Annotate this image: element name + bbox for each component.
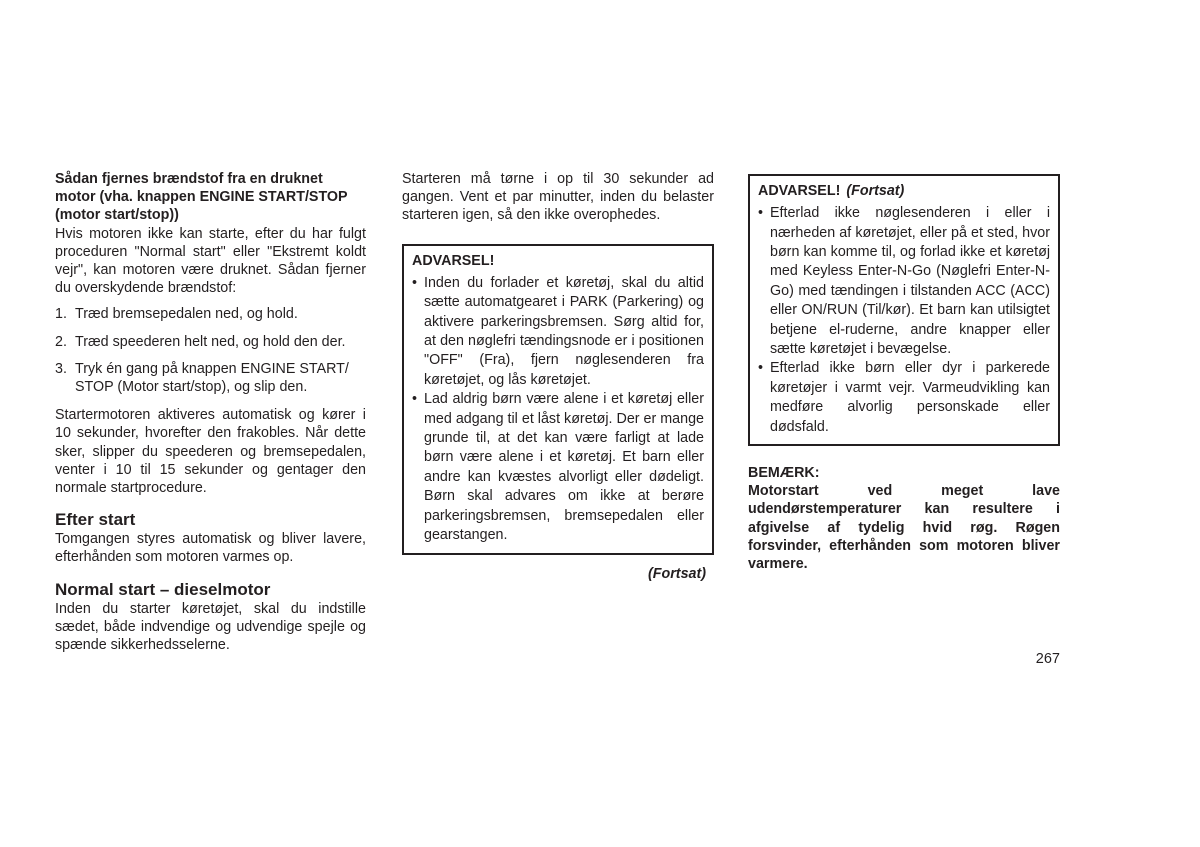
warning-box-continued bbox=[748, 174, 1060, 446]
diesel-start-heading: Normal start – dieselmotor bbox=[55, 579, 271, 599]
page-number: 267 bbox=[1035, 651, 1060, 667]
right-column bbox=[748, 170, 1060, 573]
warning-bullets bbox=[412, 274, 704, 546]
step-text: Træd speederen helt ned, og hold den der. bbox=[75, 333, 346, 350]
flooded-engine-heading: Sådan fjernes brændstof fra en druknet motor (vha. knappen ENGINE START/STOP (motor start/stop)) bbox=[55, 171, 348, 224]
after-start-heading: Efter start bbox=[55, 510, 136, 530]
warning-box bbox=[402, 244, 714, 555]
warning-bullet bbox=[758, 359, 1050, 437]
diesel-start-text: Inden du starter køretøjet, skal du indstille sædet, både indvendige og udvendige spejle og spænde sikkerhedsselerne. bbox=[55, 600, 366, 654]
bullet-text: Lad aldrig børn være alene i et køretøj eller med adgang til et låst køretøj. Der er mange grunde til, at det kan være farligt at lade børn være alene i et køretøj. Et barn eller andre kan kvæstes alvorligt eller dødeligt. Børn skal advares om ikke at berøre parkeringsbremsen, bremsepedalen eller gearstangen. bbox=[424, 391, 704, 544]
procedure-steps bbox=[55, 305, 366, 396]
bullet-text: Inden du forlader et køretøj, skal du altid sætte automatgearet i PARK (Parkering) og aktivere parkeringsbremsen. Sørg altid for, at den nøglefri tændingsnode er i positionen "OFF" (Fra), fjern nøglesenderen fra køretøjet, og lås køretøjet. bbox=[424, 274, 704, 388]
after-start-text: Tomgangen styres automatisk og bliver lavere, efterhånden som motoren varmes op. bbox=[55, 531, 366, 566]
warning-title bbox=[758, 182, 1050, 200]
step-item bbox=[55, 305, 366, 323]
flooded-engine-intro: Hvis motoren ikke kan starte, efter du har fulgt proceduren "Normal start" eller "Ekstremt koldt vejr", kan motoren være druknet. Sådan fjerner du overskydende brændstof: bbox=[55, 225, 366, 297]
bullet-icon: • bbox=[758, 205, 764, 222]
note-text: Motorstart ved meget lave udendørstemperaturer kan resultere i afgivelse af tydelig hvid røg. Røgen forsvinder, efterhånden som motoren bliver varmere. bbox=[748, 483, 1060, 573]
step-number: 2. bbox=[55, 333, 67, 350]
step-number: 1. bbox=[55, 306, 67, 323]
bullet-icon: • bbox=[412, 391, 418, 408]
warning-title-text: ADVARSEL! bbox=[758, 183, 841, 199]
warning-title: ADVARSEL! bbox=[412, 252, 495, 269]
step-item bbox=[55, 333, 366, 351]
warning-bullet bbox=[412, 390, 704, 545]
left-column bbox=[55, 170, 366, 654]
bullet-icon: • bbox=[758, 360, 764, 377]
warning-bullet bbox=[412, 274, 704, 390]
warning-title-continued: (Fortsat) bbox=[846, 183, 905, 199]
warning-bullet bbox=[758, 204, 1050, 359]
step-item bbox=[55, 360, 366, 396]
bullet-icon: • bbox=[412, 274, 418, 291]
cranking-intro: Starteren må tørne i op til 30 sekunder ad gangen. Vent et par minutter, inden du belaster starteren igen, så den ikke overophedes. bbox=[402, 171, 714, 224]
step-number: 3. bbox=[55, 360, 67, 377]
step-text: Træd bremsepedalen ned, og hold. bbox=[75, 306, 298, 323]
bullet-text: Efterlad ikke nøglesenderen i eller i nærheden af køretøjet, eller på et sted, hvor børn kan komme til, og forlad ikke et køretøj med Keyless Enter-N-Go (Nøglefri Enter-N-Go) med tændingen i tilstanden ACC (ACC) eller ON/RUN (Til/kør). Et barn kan utilsigtet betjene el-ruderne, andre knapper eller sætte køretøjet i bevægelse. bbox=[770, 205, 1050, 358]
step-text: Tryk én gang på knappen ENGINE START/ STOP (Motor start/stop), og slip den. bbox=[75, 360, 349, 396]
continued-label: (Fortsat) bbox=[648, 565, 706, 582]
warning-bullets bbox=[758, 204, 1050, 437]
starter-motor-paragraph: Startermotoren aktiveres automatisk og kører i 10 sekunder, hvorefter den frakobles. Når dette sker, slipper du speederen og bremsepedalen, venter i 10 til 15 sekunder og gentager den normale startprocedure. bbox=[55, 407, 366, 497]
bullet-text: Efterlad ikke børn eller dyr i parkerede køretøjer i varmt vejr. Varmeudvikling kan medføre alvorlig personskade eller dødsfald. bbox=[770, 360, 1050, 435]
middle-column bbox=[402, 170, 714, 582]
note-title: BEMÆRK: bbox=[748, 465, 820, 482]
